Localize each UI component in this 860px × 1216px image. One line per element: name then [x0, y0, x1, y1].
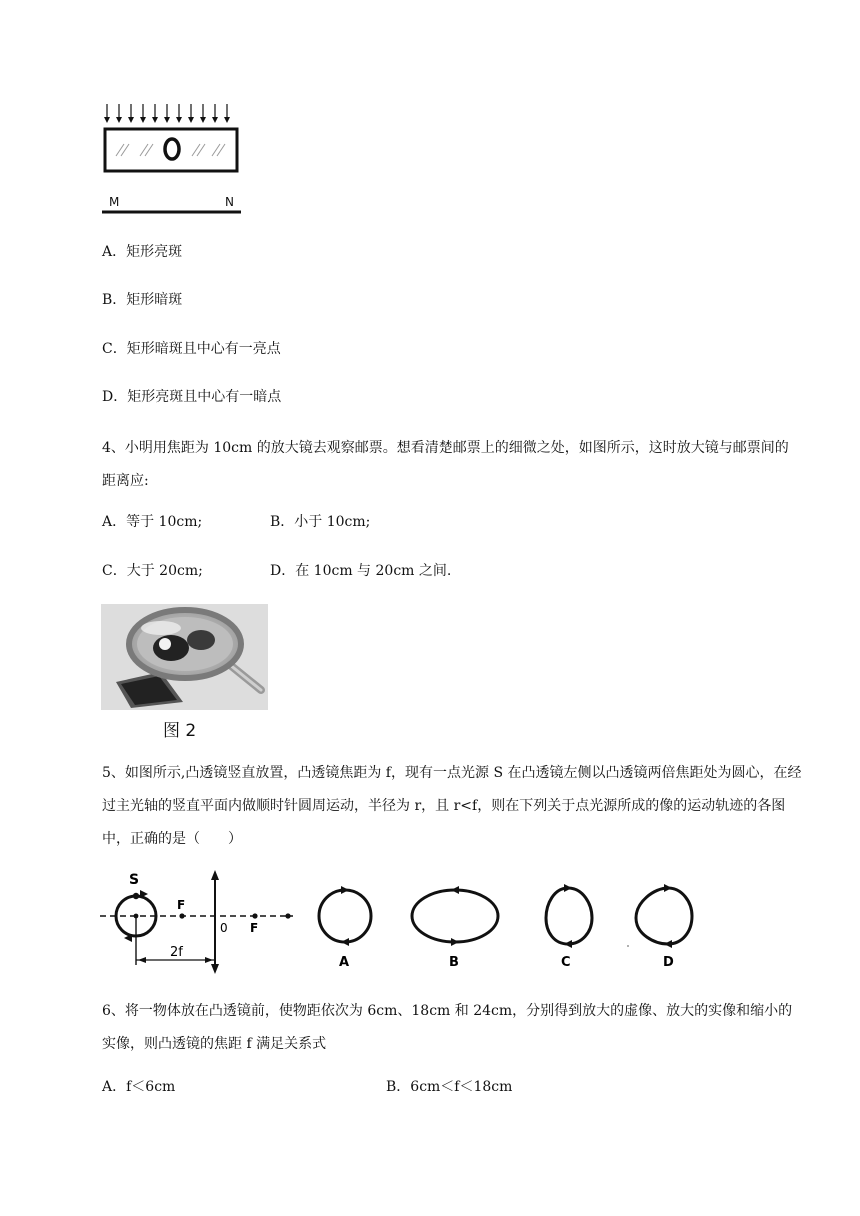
option-b-label: B	[449, 955, 459, 970]
q4-option-c: C．大于 20cm;	[102, 563, 203, 579]
q6-option-a: A．f＜6cm	[102, 1079, 176, 1095]
q4-stem: 4、小明用焦距为 10cm 的放大镜去观察邮票。想看清楚邮票上的细微之处，如图所示，这时放大镜与邮票间的距离应:	[102, 440, 789, 489]
focus-right-label: F	[250, 921, 259, 935]
option-a-label: A	[339, 955, 350, 970]
q3-option-b: B．矩形暗斑	[102, 292, 183, 308]
q6-stem: 6、将一物体放在凸透镜前，使物距依次为 6cm、18cm 和 24cm，分别得到放大的虚像、放大的实像和缩小的实像，则凸透镜的焦距 f 满足关系式	[102, 1003, 793, 1052]
q3-option-c: C．矩形暗斑且中心有一亮点	[102, 341, 281, 357]
magnifier-photo	[101, 604, 268, 710]
q5-stem: 5、如图所示,凸透镜竖直放置，凸透镜焦距为 f，现有一点光源 S 在凸透镜左侧以凸透镜两倍焦距处为圆心，在经过主光轴的竖直平面内做顺时针圆周运动，半径为 r，且 r<f，则在下列关于点光源所成的像的运动轨迹的各图中，正确的是（ ）	[102, 765, 802, 847]
q4-option-a: A．等于 10cm;	[102, 514, 203, 530]
figure-2-caption: 图 2	[163, 721, 197, 741]
source-s-label: S	[129, 872, 140, 888]
q3-option-a: A．矩形亮斑	[102, 244, 183, 260]
screen-label-n: N	[225, 195, 234, 209]
glass-block-figure	[100, 100, 245, 218]
origin-label: 0	[220, 921, 228, 935]
focus-left-label: F	[177, 898, 186, 912]
q3-option-d: D．矩形亮斑且中心有一暗点	[102, 389, 282, 405]
distance-2f-label: 2f	[170, 945, 183, 960]
lens-trajectory-diagram	[98, 870, 700, 974]
option-c-label: C	[561, 955, 571, 970]
option-d-label: D	[663, 955, 674, 970]
q4-option-b: B．小于 10cm;	[270, 514, 371, 530]
q6-option-b: B．6cm＜f＜18cm	[386, 1079, 513, 1095]
screen-label-m: M	[109, 195, 120, 209]
q4-option-d: D．在 10cm 与 20cm 之间.	[270, 563, 452, 579]
